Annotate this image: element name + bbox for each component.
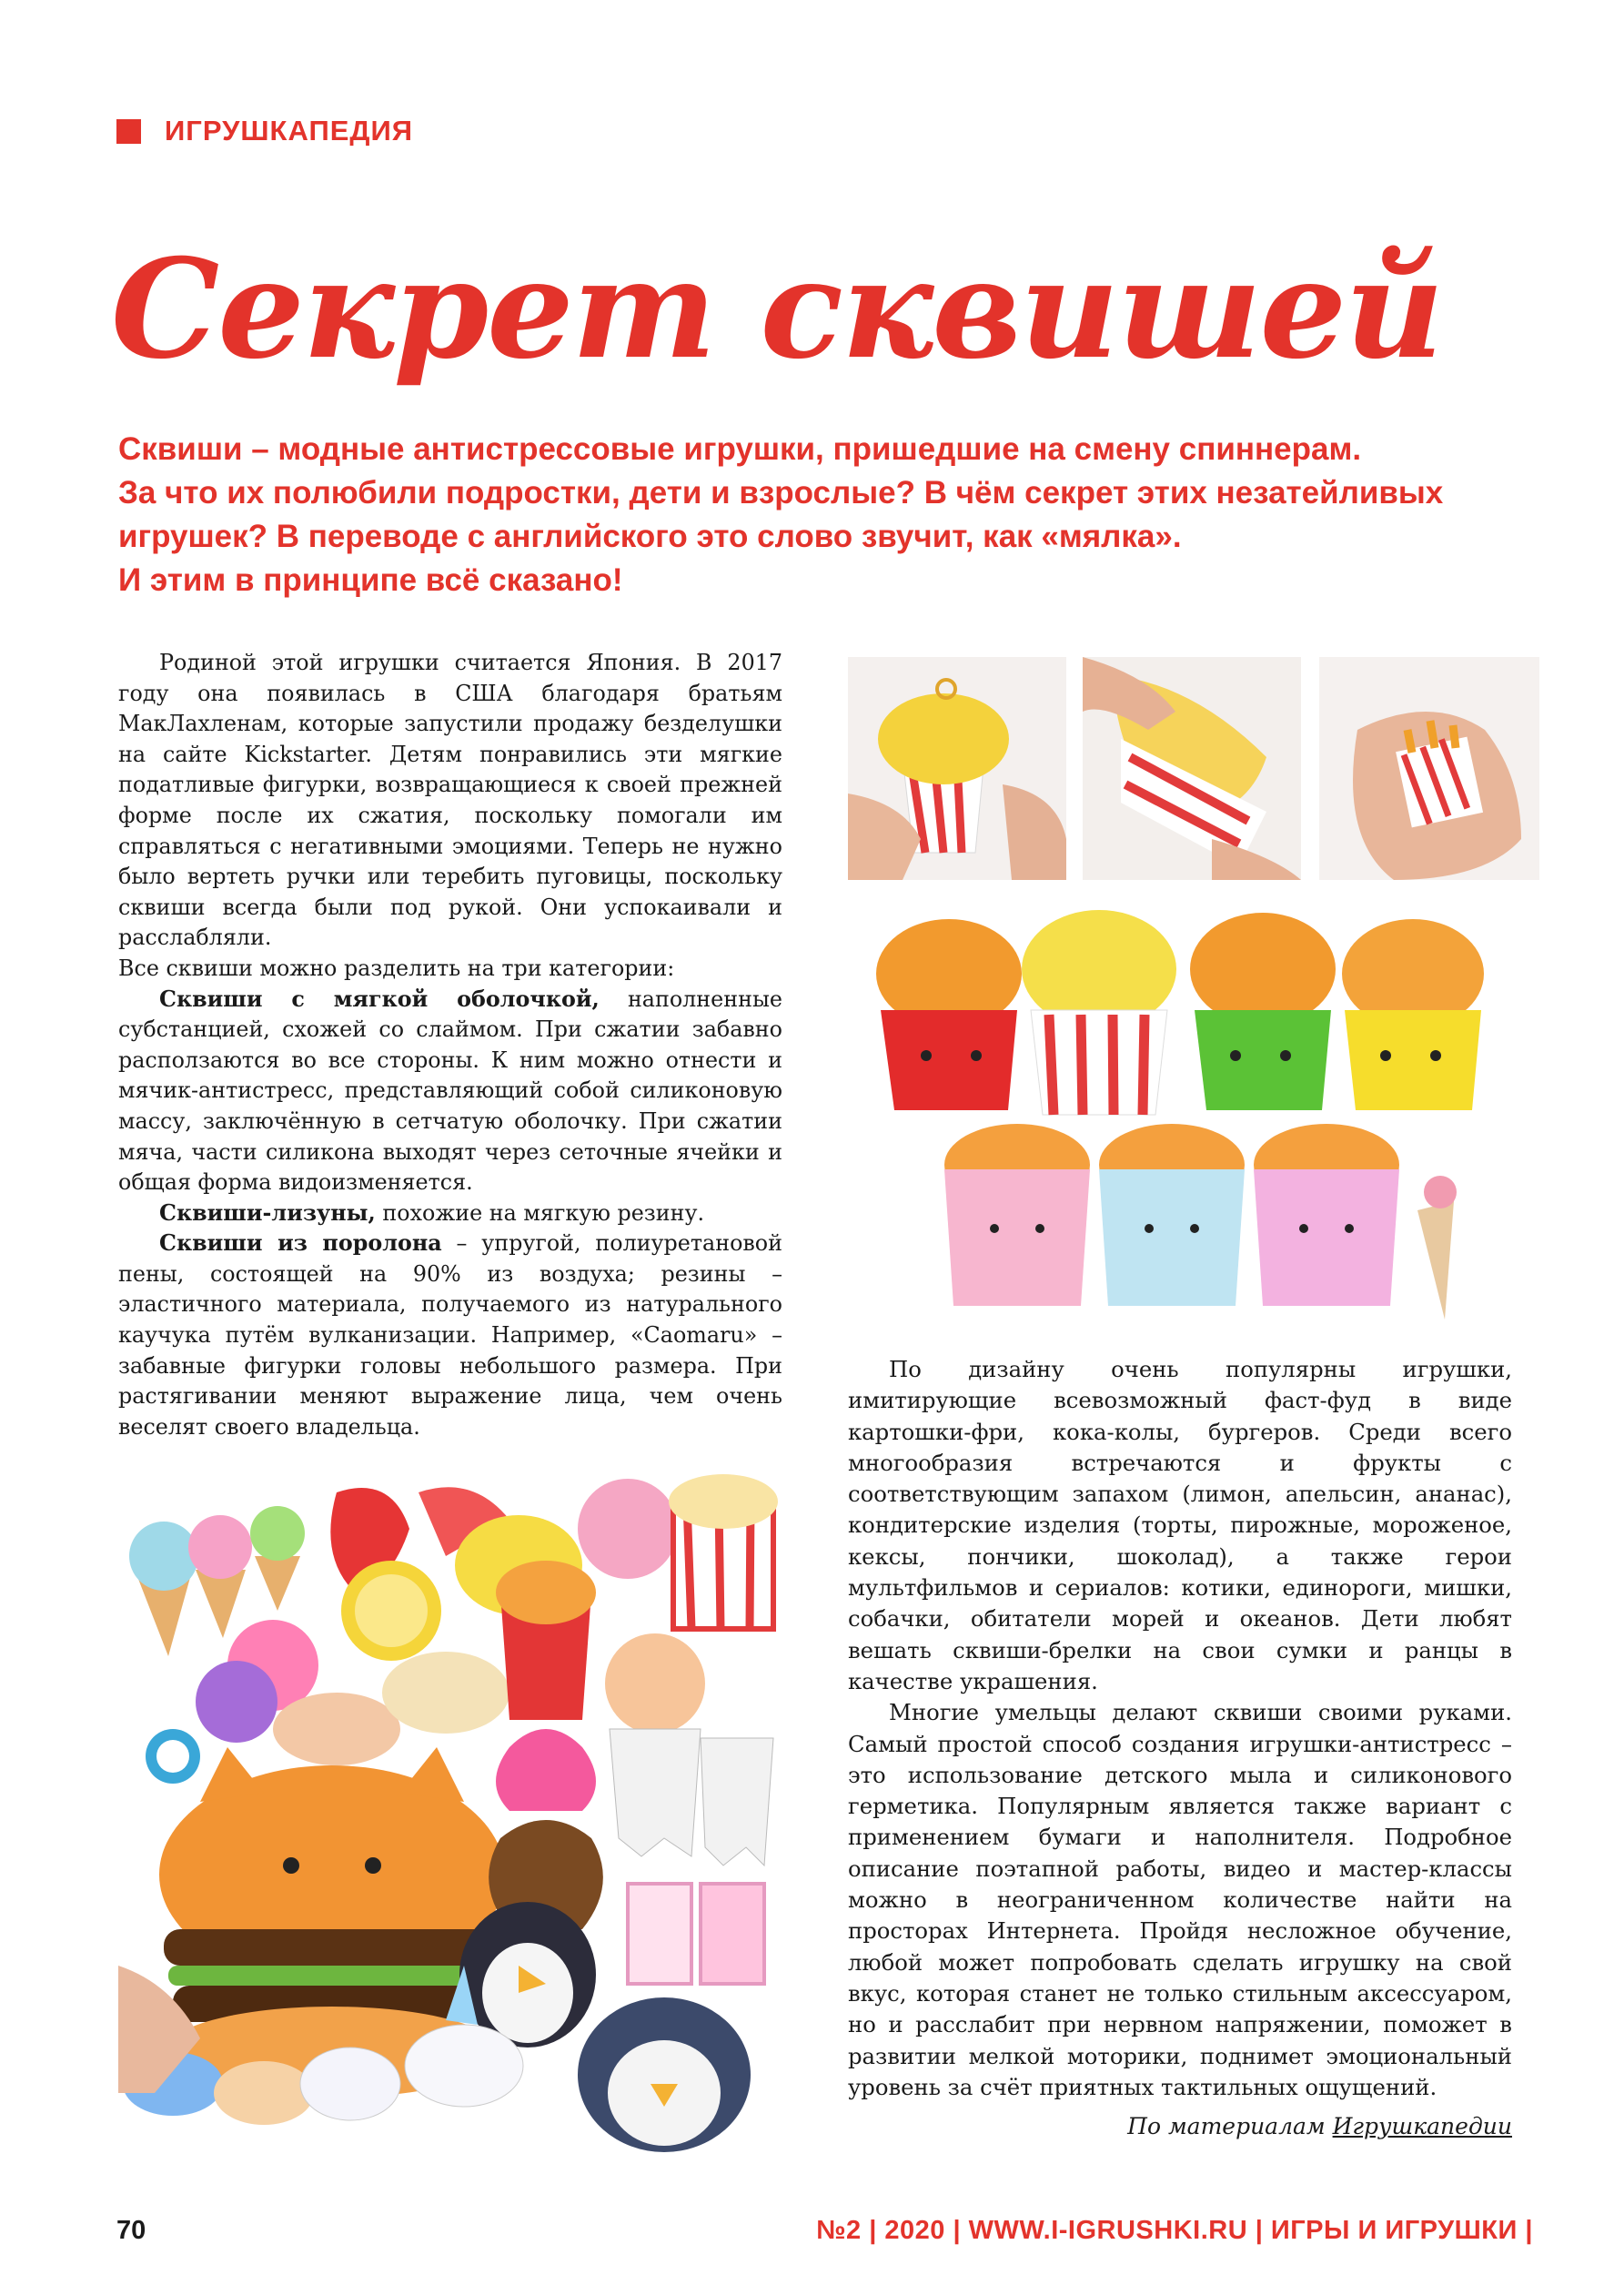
paragraph: По дизайну очень популярны игрушки, имитирующие всевозможный фаст-фуд в виде картошки-фри, кока-колы, бургеров. Среди всего многообразия встречаются и фрукты с соответствующим запахом (лимон, апельсин, ананас), кондитерские изделия (торты, пирожные, мороженое, кексы, пончики, шоколад), а также герои мультфильмов и сериалов: котики, единороги, мишки, собачки, обитатели морей и океанов. Дети любят вешать сквиши-брелки на свои сумки и ранцы в качестве украшения. [848,1356,1512,1694]
paragraph: Многие умельцы делают сквиши своими руками. Самый простой способ создания игрушки-антистресс – это использование детского мыла и силиконового герметика. Популярным является также вариант с применением бумаги и наполнителя. Подробное описание поэтапной работы, видео и мастер-классы можно в неограниченном количестве найти на просторах Интернета. Пройдя несложное обучение, любой может попробовать сделать игрушку на свой вкус, которая станет не только стильным аксессуаром, но и расслабит при нервном напряжении, поможет в развитии мелкой моторики, поднимет эмоциональный уровень за счёт приятных тактильных ощущений. [848,1699,1512,2100]
source-prefix: По материалам [1127,2113,1333,2139]
paragraph: Все сквиши можно разделить на три категории: [118,955,675,981]
bold-term: Сквиши-лизуны, [159,1199,376,1226]
right-text-column [848,1354,1512,2103]
paragraph-text: наполненные субстанцией, схожей со слаймом. При сжатии забавно расползаются во все стороны. К ним можно отнести и мячик-антистресс, представляющий собой силиконовую массу, заключённую в сетчатую оболочку. При сжатии мяча, части силикона выходят через сеточные ячейки и общая форма видоизменяется. [118,986,782,1196]
lead-line: Сквиши – модные антистрессовые игрушки, пришедшие на смену спиннерам. [118,431,1362,467]
photo-squish-in-hands [848,657,1539,880]
bold-term: Сквиши с мягкой оболочкой, [159,986,600,1012]
left-text-column [118,648,782,1442]
section-label-text: ИГРУШКАПЕДИЯ [165,115,414,147]
footer-issue-line: №2 | 2020 | WWW.I-IGRUSHKI.RU | ИГРЫ И ИГРУШКИ | [816,2216,1533,2245]
paragraph [118,1228,782,1442]
photo-fries-squishes [872,892,1490,1324]
source-link[interactable]: Игрушкапедии [1332,2113,1512,2139]
page-number: 70 [116,2216,146,2245]
source-credit [848,2113,1512,2139]
paragraph [118,1198,782,1229]
section-marker-square [116,119,141,144]
bold-term: Сквиши из поролона [159,1230,442,1257]
paragraph-text: похожие на мягкую резину. [375,1199,705,1226]
section-label [116,113,413,149]
paragraph-text: – упругой, полиуретановой пены, состоящей на 90% из воздуха; резины – эластичного материала, получаемого из натурального каучука путём вулканизации. Например, «Caomaru» – забавные фигурки головы небольшого размера. При растягивании меняют выражение лица, чем очень веселят своего владельца. [118,1230,782,1440]
article-title: Секрет сквишей [111,229,1443,389]
lead-line: И этим в принципе всё сказано! [118,562,623,598]
lead-line: игрушек? В переводе с английского это слово звучит, как «мялка». [118,519,1182,554]
photo-squish-collage [118,1456,782,2152]
article-lead [118,428,1538,602]
paragraph: Родиной этой игрушки считается Япония. В 2017 году она появилась в США благодаря братьям МакЛахленам, которые запустили продажу безделушки на сайте Kickstarter. Детям понравились эти мягкие податливые фигурки, возвращающиеся к своей прежней форме после их сжатия, поскольку помогали им справляться с негативными эмоциями. Теперь не нужно было вертеть ручки или теребить пуговицы, поскольку сквиши всегда были под рукой. Они успокаивали и расслабляли. [118,650,782,951]
paragraph [118,985,782,1198]
photo-squish-in-hands-image [848,657,1539,880]
photo-fries-squishes-image [872,892,1490,1324]
photo-squish-collage-image [118,1456,782,2152]
lead-line: За что их полюбили подростки, дети и взрослые? В чём секрет этих незатейливых [118,475,1444,511]
